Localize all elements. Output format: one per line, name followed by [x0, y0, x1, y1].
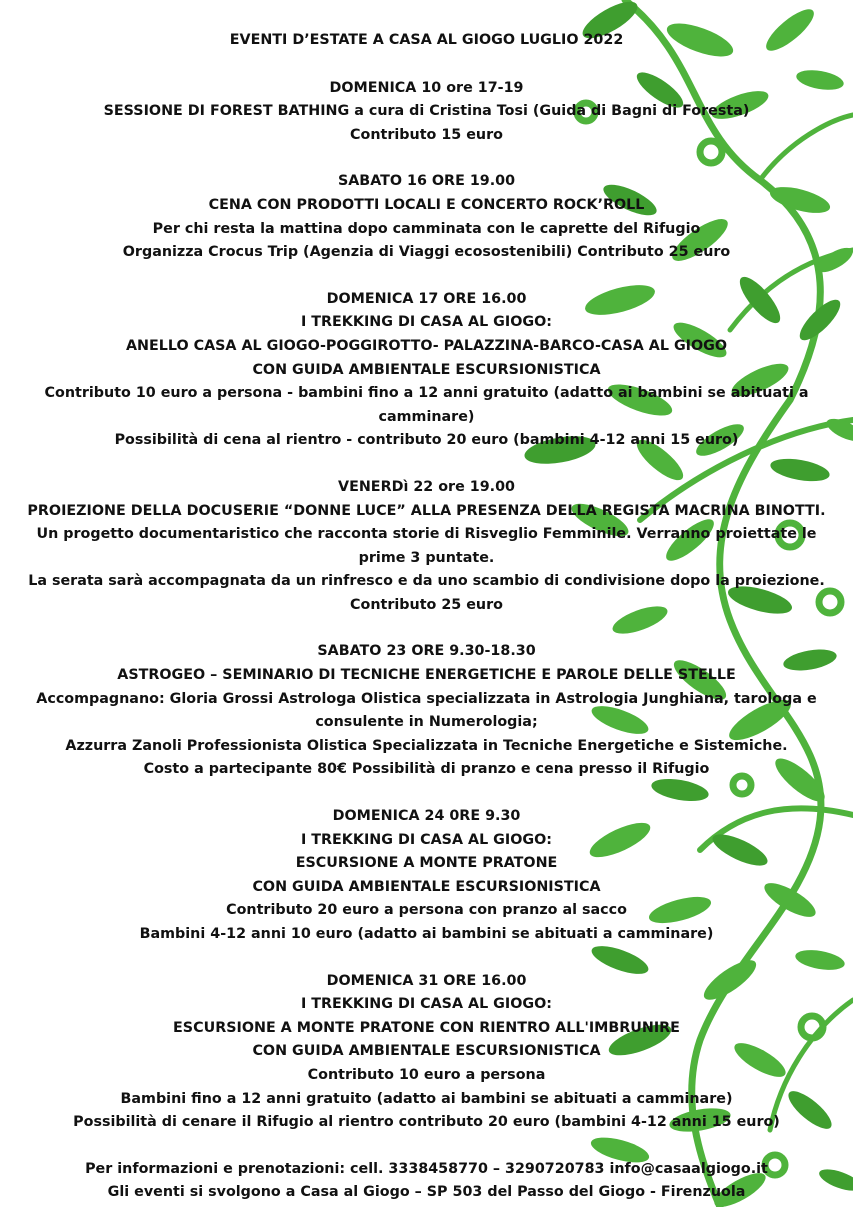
event-date-heading: SABATO 23 ORE 9.30-18.30: [317, 643, 536, 660]
event-detail-line: CON GUIDA AMBIENTALE ESCURSIONISTICA: [252, 878, 601, 895]
event-detail-line: SESSIONE DI FOREST BATHING a cura di Cristina Tosi (Guida di Bagni di Foresta): [103, 103, 750, 120]
event-detail-line: PROIEZIONE DELLA DOCUSERIE “DONNE LUCE” ALLA PRESENZA DELLA REGISTA MACRINA BINOTTI.: [27, 502, 826, 519]
event-date-heading: DOMENICA 17 ORE 16.00: [326, 290, 527, 307]
event-block: [0, 77, 853, 148]
event-detail-line: CENA CON PRODOTTI LOCALI E CONCERTO ROCK’ROLL: [208, 196, 645, 213]
event-detail-line: Accompagnano: Gloria Grossi Astrologa Olistica specializzata in Astrologia Junghiana, tarologa e: [36, 690, 817, 707]
event-detail-line: Contributo 10 euro a persona - bambini fino a 12 anni gratuito (adatto ai bambini se abituati a: [44, 385, 809, 402]
event-detail-line: ESCURSIONE A MONTE PRATONE CON RIENTRO ALL'IMBRUNIRE: [173, 1019, 680, 1036]
flyer-title: EVENTI D’ESTATE A CASA AL GIOGO LUGLIO 2022: [229, 32, 624, 48]
event-detail-line: Bambini fino a 12 anni gratuito (adatto ai bambini se abituati a camminare): [120, 1090, 733, 1107]
event-detail-line: Per chi resta la mattina dopo camminata con le caprette del Rifugio: [152, 220, 701, 237]
event-block: [0, 288, 853, 453]
event-date-heading: DOMENICA 10 ore 17-19: [329, 79, 524, 96]
event-block: [0, 170, 853, 264]
contact-footer: [0, 1158, 853, 1205]
event-detail-line: CON GUIDA AMBIENTALE ESCURSIONISTICA: [252, 1043, 601, 1060]
event-detail-line: I TREKKING DI CASA AL GIOGO:: [300, 314, 552, 331]
venue-info-line: Gli eventi si svolgono a Casa al Giogo – SP 503 del Passo del Giogo - Firenzuola: [107, 1184, 746, 1201]
event-detail-line: prime 3 puntate.: [358, 549, 495, 566]
contact-info-line: Per informazioni e prenotazioni: cell. 3338458770 – 3290720783 info@casaalgiogo.it: [85, 1160, 768, 1177]
event-detail-line: Contributo 15 euro: [350, 126, 503, 143]
event-detail-line: Organizza Crocus Trip (Agenzia di Viaggi ecosostenibili) Contributo 25 euro: [122, 244, 731, 261]
event-detail-line: Contributo 10 euro a persona: [307, 1066, 546, 1083]
event-detail-line: Possibilità di cena al rientro - contributo 20 euro (bambini 4-12 anni 15 euro): [114, 432, 739, 449]
event-detail-line: Costo a partecipante 80€ Possibilità di pranzo e cena presso il Rifugio: [143, 761, 710, 778]
event-detail-line: Contributo 25 euro: [350, 596, 503, 613]
event-detail-line: Bambini 4-12 anni 10 euro (adatto ai bambini se abituati a camminare): [139, 926, 714, 942]
event-detail-line: I TREKKING DI CASA AL GIOGO:: [300, 831, 552, 848]
event-detail-line: Azzurra Zanoli Professionista Olistica Specializzata in Tecniche Energetiche e Sistemiche.: [65, 737, 788, 754]
event-date-heading: SABATO 16 ORE 19.00: [337, 173, 516, 190]
events-list: [0, 77, 853, 1135]
event-block: [0, 640, 853, 782]
event-detail-line: consulente in Numerologia;: [315, 714, 538, 731]
event-detail-line: Possibilità di cenare il Rifugio al rientro contributo 20 euro (bambini 4-12 anni 15 euro): [73, 1114, 780, 1131]
event-date-heading: VENERDì 22 ore 19.00: [338, 478, 515, 495]
event-block: [0, 476, 853, 618]
event-detail-line: ASTROGEO – SEMINARIO DI TECNICHE ENERGETICHE E PAROLE DELLE STELLE: [117, 667, 736, 684]
event-date-heading: DOMENICA 31 ORE 16.00: [326, 972, 527, 989]
event-detail-line: ANELLO CASA AL GIOGO-POGGIROTTO- PALAZZINA-BARCO-CASA AL GIOGO: [125, 337, 728, 354]
event-detail-line: CON GUIDA AMBIENTALE ESCURSIONISTICA: [252, 361, 601, 378]
event-detail-line: Contributo 20 euro a persona con pranzo al sacco: [226, 902, 627, 919]
event-detail-line: camminare): [378, 408, 475, 425]
event-block: [0, 970, 853, 1135]
event-detail-line: La serata sarà accompagnata da un rinfresco e da uno scambio di condivisione dopo la proiezione.: [28, 573, 825, 590]
event-detail-line: I TREKKING DI CASA AL GIOGO:: [300, 996, 552, 1013]
event-date-heading: DOMENICA 24 0RE 9.30: [332, 808, 521, 825]
event-detail-line: ESCURSIONE A MONTE PRATONE: [295, 855, 558, 872]
event-detail-line: Un progetto documentaristico che racconta storie di Risveglio Femminile. Verranno proiettate le: [36, 526, 817, 543]
event-block: [0, 805, 853, 947]
